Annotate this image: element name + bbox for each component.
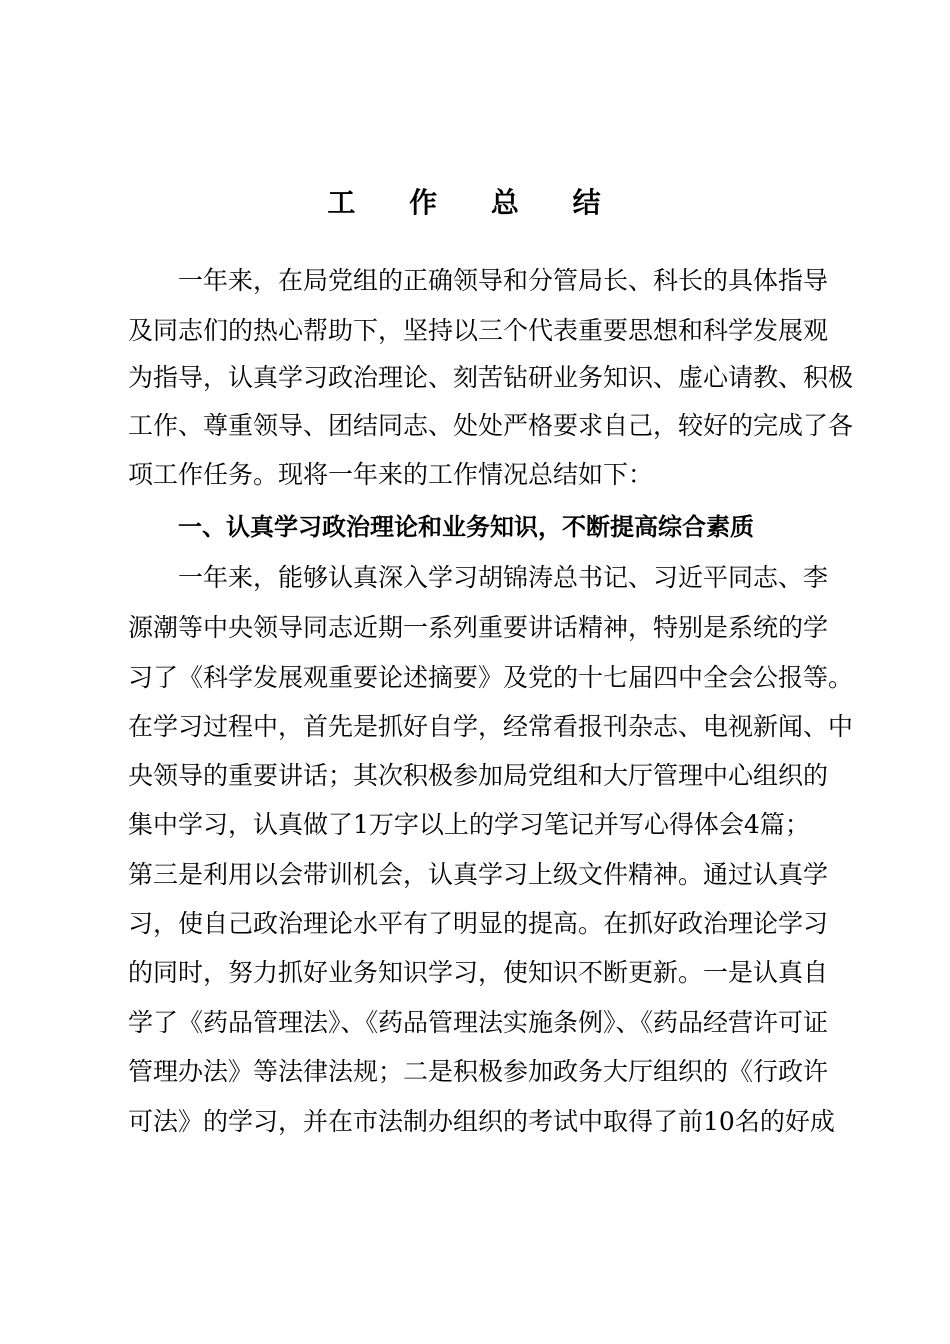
body-line: 央领导的重要讲话；其次积极参加局党组和大厅管理中心组织的 [128, 761, 829, 790]
body-line: 习，使自己政治理论水平有了明显的提高。在抓好政治理论学习 [128, 909, 829, 938]
body-line: 的同时，努力抓好业务知识学习，使知识不断更新。一是认真自 [128, 958, 829, 987]
document-title: 工 作 总 结 [327, 186, 623, 219]
body-line: 一年来，能够认真深入学习胡锦涛总书记、习近平同志、李 [178, 563, 829, 592]
body-line: 习了《科学发展观重要论述摘要》及党的十七届四中全会公报等。 [128, 663, 854, 692]
body-line: 管理办法》等法律法规；二是积极参加政务大厅组织的《行政许 [128, 1057, 829, 1086]
body-line: 源潮等中央领导同志近期一系列重要讲话精神，特别是系统的学 [128, 613, 829, 642]
body-line: 可法》的学习，并在市法制办组织的考试中取得了前10名的好成 [128, 1107, 835, 1136]
section-heading: 一、认真学习政治理论和业务知识，不断提高综合素质 [178, 513, 754, 541]
body-line: 集中学习，认真做了1万字以上的学习笔记并写心得体会4篇； [128, 810, 810, 839]
body-line: 第三是利用以会带训机会，认真学习上级文件精神。通过认真学 [128, 860, 829, 889]
intro-line: 为指导，认真学习政治理论、刻苦钻研业务知识、虚心请教、积极 [128, 363, 854, 392]
intro-line: 一年来，在局党组的正确领导和分管局长、科长的具体指导 [178, 266, 829, 295]
intro-line: 及同志们的热心帮助下，坚持以三个代表重要思想和科学发展观 [128, 316, 829, 345]
body-line: 学了《药品管理法》、《药品管理法实施条例》、《药品经营许可证 [128, 1008, 829, 1037]
intro-line: 项工作任务。现将一年来的工作情况总结如下： [128, 460, 654, 489]
body-line: 在学习过程中，首先是抓好自学，经常看报刊杂志、电视新闻、中 [128, 712, 854, 741]
intro-line: 工作、尊重领导、团结同志、处处严格要求自己，较好的完成了各 [128, 411, 854, 440]
